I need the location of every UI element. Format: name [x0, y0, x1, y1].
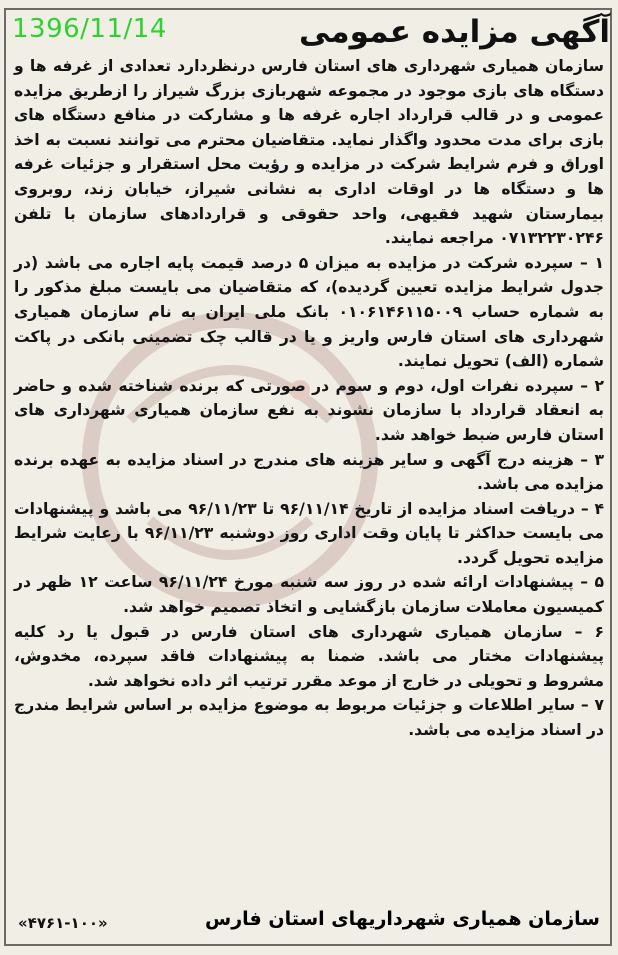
- intro-paragraph: سازمان همیاری شهرداری های استان فارس درنظردارد تعدادی از غرفه ها و دستگاه های بازی موجود در مجموعه شهربازی بزرگ شیراز را ازطریق مزایده عمومی و در قالب قرارداد اجاره غرفه ها و مشارکت در منافع دستگاه های بازی برای مدت محدود واگذار نماید. متقاضیان محترم می توانند نسبت به اخذ اوراق و فرم شرایط شرکت در مزایده و رؤیت محل استقرار و جزئیات غرفه ها و دستگاه ها در اوقات اداری به نشانی شیراز، خیابان زند، روبروی بیمارستان شهید فقیهی، واحد حقوقی و قراردادهای سازمان با تلفن ۰۷۱۳۲۲۳۰۲۴۶ مراجعه نمایند.: [14, 57, 604, 248]
- list-item: ۱ – سپرده شرکت در مزایده به میزان ۵ درصد قیمت پایه اجاره می باشد (در جدول شرایط مزایده تعیین گردیده)، که متقاضیان می بایست مبلغ مذکور را به شماره حساب ۰۱۰۶۱۴۶۱۱۵۰۰۹ بانک ملی ایران به نام سازمان همیاری شهرداری های استان فارس واریز و یا در قالب چک تضمینی بانکی در پاکت شماره (الف) تحویل نمایند.: [14, 253, 604, 371]
- list-item: ۷ – سایر اطلاعات و جزئیات مربوط به موضوع مزایده بر اساس شرایط مندرج در اسناد مزایده می باشد.: [14, 696, 604, 740]
- list-item: ۵ – پیشنهادات ارائه شده در روز سه شنبه مورخ ۹۶/۱۱/۲۴ ساعت ۱۲ ظهر در کمیسیون معاملات سازمان بازگشایی و اتخاذ تصمیم خواهد شد.: [14, 573, 604, 617]
- list-item: ۴ – دریافت اسناد مزایده از تاریخ ۹۶/۱۱/۱۴ تا ۹۶/۱۱/۲۳ می باشد و پیشنهادات می بایست حداکثر تا پایان وقت اداری روز دوشنبه ۹۶/۱۱/۲۳ با رعایت شرایط مزایده تحویل گردد.: [14, 499, 605, 567]
- organization-signature: سازمان همیاری شهرداریهای استان فارس: [205, 908, 600, 930]
- list-item: ۳ – هزینه درج آگهی و سایر هزینه های مندرج در اسناد مزایده به عهده برنده مزایده می باشد.: [14, 450, 604, 494]
- ad-body: [14, 54, 604, 743]
- ad-code: «۴۷۶۱-۱۰۰»: [18, 914, 108, 932]
- list-item: ۲ – سپرده نفرات اول، دوم و سوم در صورتی که برنده شناخته شده و حاضر به انعقاد قرارداد با سازمان نشوند به نفع سازمان همیاری شهرداری های استان فارس ضبط خواهد شد.: [14, 376, 604, 444]
- ad-title: آگهی مزایده عمومی: [299, 14, 610, 50]
- date-stamp: 1396/11/14: [12, 14, 167, 44]
- list-item: ۶ – سازمان همیاری شهرداری های استان فارس در قبول یا رد کلیه پیشنهادات مختار می باشد. ضمنا به پیشنهادات فاقد سپرده، مخدوش، مشروط و تحویلی در خارج از موعد مقرر ترتیب اثر داده نخواهد شد.: [14, 622, 604, 690]
